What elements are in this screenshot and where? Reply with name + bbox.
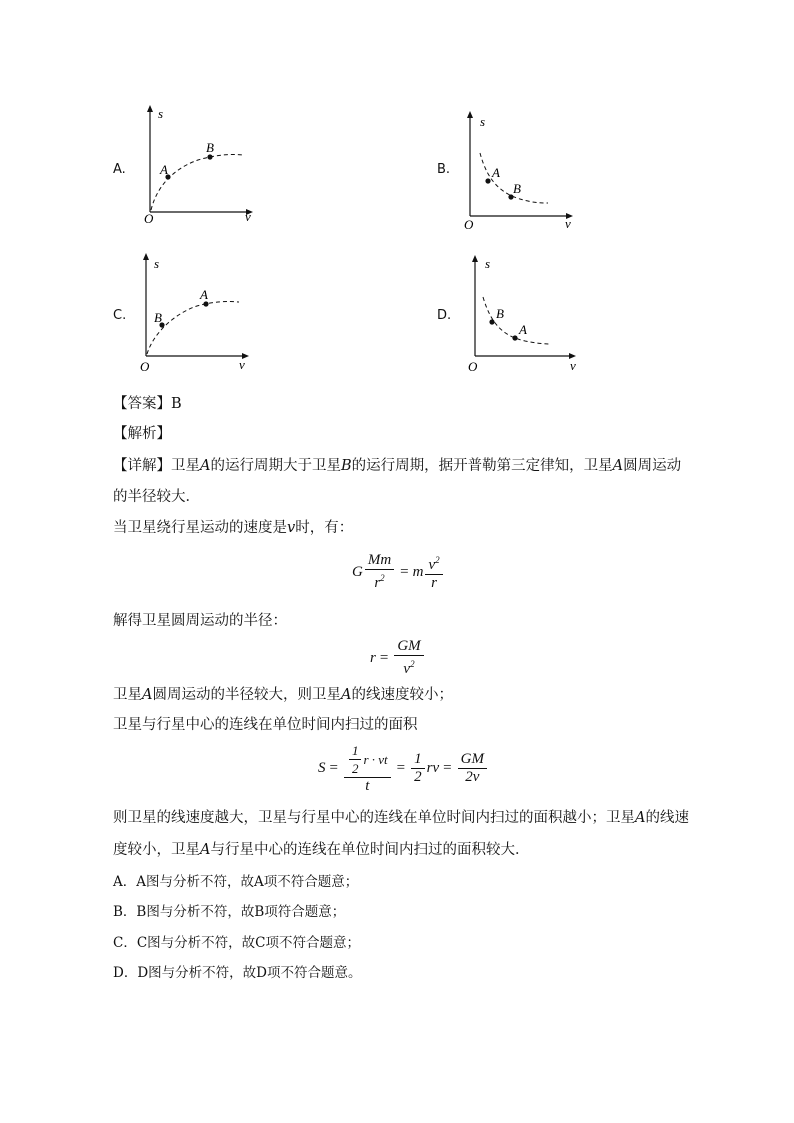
option-c-origin: O [140,359,150,374]
formula-3: S = $\frac{1}{2}$ r · vt t = $\frac{1}{2}$ rv = $\frac{GM}{2v}$ [318,742,489,795]
detail-line-2: 的半径较大． [113,489,200,505]
detail-line-6: 卫星与行星中心的连线在单位时间内扫过的面积 [113,717,418,733]
detail-line-8: 度较小，卫星A与行星中心的连线在单位时间内扫过的面积较大． [113,842,530,858]
option-c-point-1: B [154,310,162,325]
detail-line-1: 【详解】卫星A的运行周期大于卫星B的运行周期，据开普勒第三定律知，卫星A圆周运动 [113,458,682,474]
option-b-point-2: B [513,181,521,196]
option-b-graph [458,108,578,233]
answer-line [113,394,182,414]
option-a-label: A. [113,162,126,177]
option-b-label: B. [437,162,451,177]
option-a-point-1: A [160,162,168,177]
conclusion-a: A．A图与分析不符，故A项不符合题意； [113,874,359,890]
option-b-origin: O [464,217,474,232]
option-d-x-label: v [570,358,576,373]
option-a-graph [138,102,258,227]
answer-value: B [171,396,182,412]
option-a-x-label: v [245,209,251,224]
answer-prefix: 【答案】 [113,396,171,412]
option-a-origin: O [144,211,154,226]
option-a-y-label: s [158,106,164,121]
option-c-graph [134,250,254,375]
detail-line-5: 卫星A圆周运动的半径较大，则卫星A的线速度较小； [113,687,453,703]
option-d-label: D. [437,308,452,323]
formula-2: r = $\frac{GM}{v^2}$ [370,638,426,678]
conclusion-b: B．B图与分析不符，故B项符合题意； [113,904,346,920]
option-c-y-label: s [154,256,160,271]
option-d-point-1: B [496,306,504,321]
option-b-x-label: v [565,216,571,231]
option-d-y-label: s [485,256,491,271]
option-c-label: C. [113,308,127,323]
conclusion-d: D．D图与分析不符，故D项不符合题意。 [113,965,362,981]
option-c-point-2: A [200,287,208,302]
conclusion-c: C．C图与分析不符，故C项不符合题意； [113,935,360,951]
option-d-point-2: A [519,322,527,337]
option-c-x-label: v [239,357,245,372]
option-b-point-1: A [492,165,500,180]
detail-line-3: 当卫星绕行星运动的速度是v时，有： [113,520,354,536]
formula-1: G $\frac{Mm}{r^2}$ = m $\frac{v^2}{r}$ [352,552,445,592]
detail-line-7: 则卫星的线速度越大，卫星与行星中心的连线在单位时间内扫过的面积越小；卫星A的线速 [113,810,689,826]
option-d-origin: O [468,359,478,374]
analysis-heading: 【解析】 [113,426,171,442]
option-b-y-label: s [480,114,486,129]
option-a-point-2: B [206,140,214,155]
option-d-graph [463,252,583,377]
detail-line-4: 解得卫星圆周运动的半径： [113,613,287,629]
